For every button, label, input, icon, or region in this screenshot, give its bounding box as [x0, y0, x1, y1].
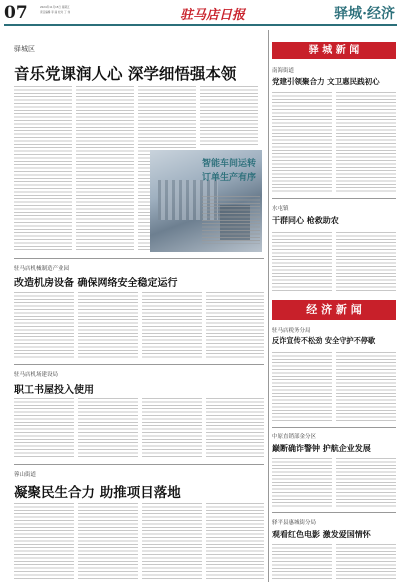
paper-logo: 驻马店日报 — [180, 8, 246, 23]
tax-body-1 — [272, 352, 332, 422]
economy-news-band: 经 济 新 闻 — [272, 300, 396, 320]
shuitun-headline: 干群同心 枪救助农 — [272, 215, 339, 225]
date-line: 2024年11月15日 星期五 — [40, 6, 70, 9]
shuitun-body-2 — [336, 232, 396, 292]
airport-body-3 — [142, 398, 202, 458]
top-story-headline: 音乐党课润人心 深学细悟强本领 — [14, 64, 237, 83]
machinery-kicker: 驻马店机械制造产业园 — [14, 266, 70, 272]
airport-headline: 职工书屋投入使用 — [14, 385, 94, 396]
machinery-body-1 — [14, 292, 74, 360]
shuitun-body-1 — [272, 232, 332, 292]
nanhai-body-2 — [336, 92, 396, 192]
fraud-kicker: 中原直销部金分区 — [272, 434, 317, 440]
middle-divider-2 — [14, 464, 264, 465]
nanhai-body-1 — [272, 92, 332, 192]
yicheng-news-band: 驿 城 新 闻 — [272, 42, 396, 59]
tax-body-2 — [336, 352, 396, 422]
page-number: 07 — [4, 3, 28, 23]
bottom-body-1 — [14, 503, 74, 580]
section-name: 驿城·经济 — [334, 6, 395, 22]
masthead-rule — [4, 24, 397, 26]
film-body-1 — [272, 544, 332, 580]
nanhai-kicker: 南海街道 — [272, 68, 295, 74]
film-headline: 观看红色电影 激发爱国情怀 — [272, 529, 371, 539]
top-story-divider — [14, 258, 264, 259]
bottom-body-4 — [206, 503, 264, 580]
shuitun-kicker: 水屯镇 — [272, 206, 289, 212]
middle-divider-1 — [14, 364, 264, 365]
machinery-body-2 — [78, 292, 138, 360]
bottom-body-2 — [78, 503, 138, 580]
machinery-body-4 — [206, 292, 264, 360]
film-kicker: 驿平县惠城街分局 — [272, 520, 317, 526]
top-story-kicker: 驿城区 — [14, 46, 35, 53]
nanhai-headline: 党建引领聚合力 文卫惠民践初心 — [272, 77, 380, 86]
editor-line: 责任编辑 李 丽 校对 丁 伟 — [40, 11, 71, 14]
machinery-body-3 — [142, 292, 202, 360]
airport-body-1 — [14, 398, 74, 458]
top-story-body-2 — [76, 86, 134, 251]
right-divider-1 — [272, 198, 396, 199]
tax-headline: 反诈宣传不松劲 安全守护不停歇 — [272, 336, 376, 345]
economy-divider-1 — [272, 427, 396, 428]
photo-caption-text — [202, 196, 260, 244]
bottom-story-headline: 凝聚民生合力 助推项目落地 — [14, 485, 181, 501]
machinery-headline: 改造机房设备 确保网络安全稳定运行 — [14, 278, 178, 289]
airport-body-2 — [78, 398, 138, 458]
bottom-body-3 — [142, 503, 202, 580]
column-separator — [268, 30, 269, 582]
top-story-body-4 — [200, 86, 258, 146]
bottom-story-kicker: 蓉山街道 — [14, 472, 37, 478]
airport-kicker: 驻马店机场建设局 — [14, 372, 59, 378]
airport-body-4 — [206, 398, 264, 458]
photo-caption-title-1: 智能车间运转 — [202, 159, 257, 169]
film-body-2 — [336, 544, 396, 580]
economy-divider-2 — [272, 512, 396, 513]
tax-kicker: 驻马店税务分局 — [272, 328, 311, 334]
fraud-body-1 — [272, 458, 332, 508]
top-story-body-1 — [14, 86, 72, 251]
fraud-body-2 — [336, 458, 396, 508]
photo-caption-title-2: 订单生产有序 — [202, 173, 257, 183]
fraud-headline: 巅断确诈警钟 护航企业发展 — [272, 443, 371, 453]
